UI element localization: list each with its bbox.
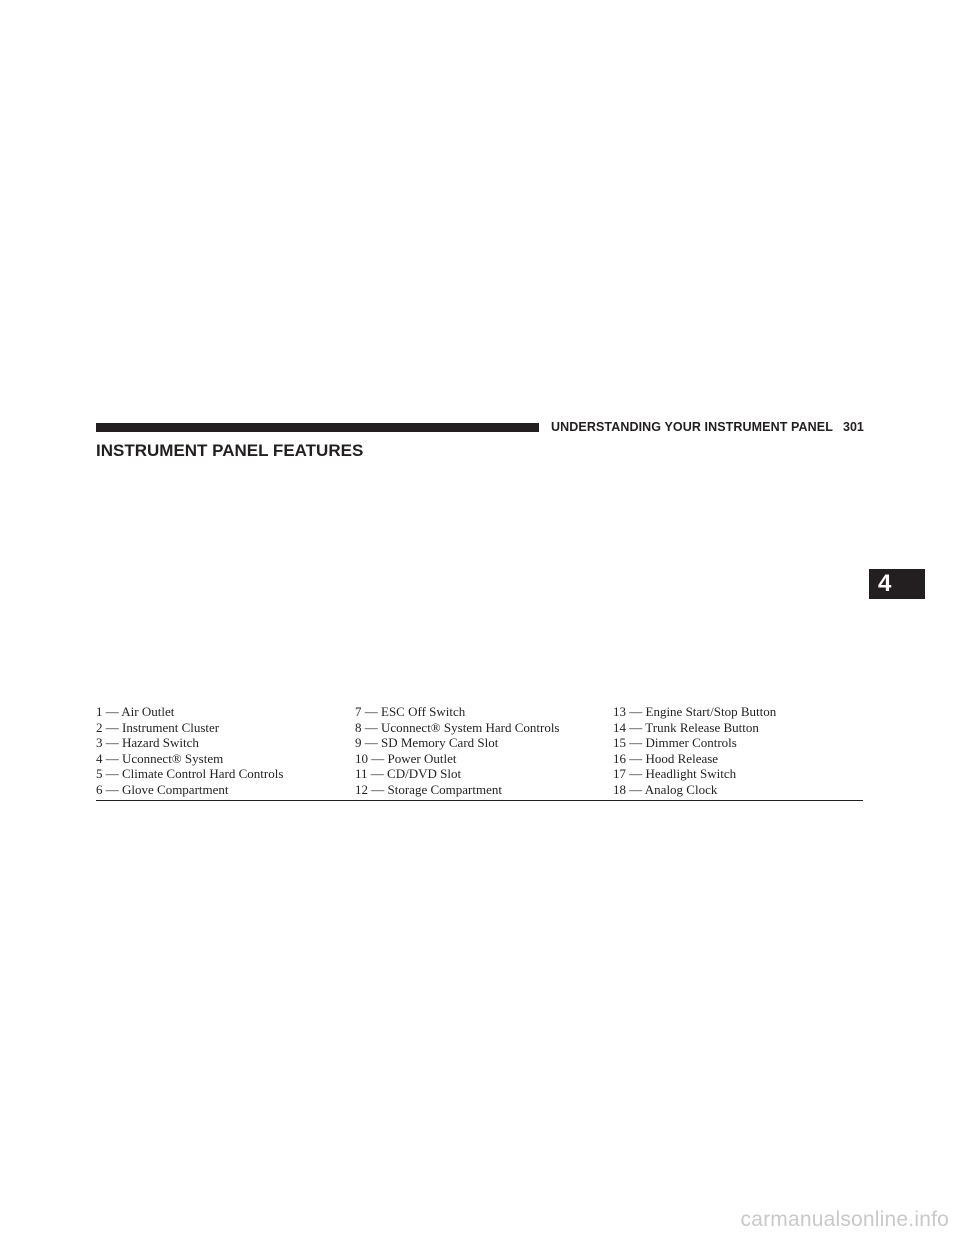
header-rule-bar bbox=[96, 423, 539, 432]
running-header-title: UNDERSTANDING YOUR INSTRUMENT PANEL bbox=[551, 420, 833, 434]
legend-item: 17 — Headlight Switch bbox=[613, 766, 737, 782]
legend-item: 15 — Dimmer Controls bbox=[613, 735, 737, 751]
legend-item: 14 — Trunk Release Button bbox=[613, 719, 759, 735]
watermark: carmanualsonline.info bbox=[740, 1208, 949, 1231]
legend-item: 10 — Power Outlet bbox=[355, 750, 457, 766]
legend-item: 9 — SD Memory Card Slot bbox=[355, 735, 499, 751]
legend-item: 18 — Analog Clock bbox=[613, 781, 718, 797]
legend-item: 7 — ESC Off Switch bbox=[355, 704, 466, 719]
legend-item: 12 — Storage Compartment bbox=[355, 781, 502, 797]
legend-column-3 bbox=[613, 704, 776, 798]
legend-item: 8 — Uconnect® System Hard Controls bbox=[355, 719, 560, 735]
legend-item: 4 — Uconnect® System bbox=[96, 750, 224, 766]
legend-item: 6 — Glove Compartment bbox=[96, 781, 229, 797]
chapter-tab bbox=[869, 569, 925, 599]
legend-item: 5 — Climate Control Hard Controls bbox=[96, 766, 284, 782]
legend-item: 2 — Instrument Cluster bbox=[96, 719, 220, 735]
legend-item: 16 — Hood Release bbox=[613, 750, 719, 766]
page-number: 301 bbox=[843, 420, 864, 434]
legend-item: 3 — Hazard Switch bbox=[96, 735, 199, 751]
legend-item: 1 — Air Outlet bbox=[96, 704, 175, 719]
chapter-number: 4 bbox=[878, 570, 892, 597]
legend-item: 13 — Engine Start/Stop Button bbox=[613, 704, 777, 719]
legend-column-2 bbox=[355, 704, 560, 798]
section-title: INSTRUMENT PANEL FEATURES bbox=[96, 441, 364, 460]
legend-item: 11 — CD/DVD Slot bbox=[355, 766, 462, 782]
legend-column-1 bbox=[96, 704, 283, 798]
legend-bottom-rule bbox=[96, 800, 863, 801]
